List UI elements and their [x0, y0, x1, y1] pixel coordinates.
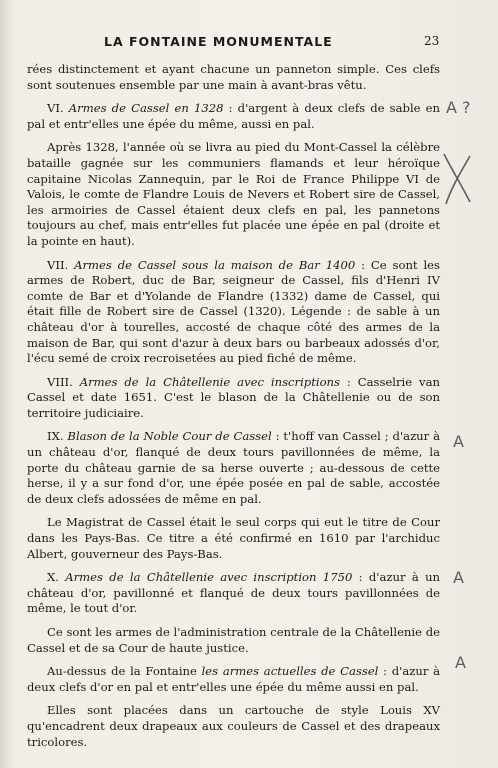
handwritten-margin-note: A [453, 432, 464, 451]
paragraph-arms-x: X. Armes de la Châtellenie avec inscription 1750 : d'azur à un château d'or, pavillonné et flanqué de deux tours pavillonnées de même, le tout d'or. [27, 570, 440, 616]
paragraph-current-arms: Au-dessus de la Fontaine les armes actuelles de Cassel : d'azur à deux clefs d'or en pal et entr'elles une épée du même aussi en pal. [27, 664, 440, 694]
handwritten-margin-note: A ? [446, 98, 471, 117]
paragraph-arms-vii: VII. Armes de Cassel sous la maison de Bar 1400 : Ce sont les armes de Robert, duc de Bar, seigneur de Cassel, fils d'Henri IV comte de Bar et d'Yolande de Flandre (1332) dame de Cassel, qui était fille de Robert sire de Cassel (1320). Légende : de sable à un château d'or à tourelles, accosté de chaque côté des armes de la maison de Bar, qui sont d'azur à deux bars ou barbeaux adossés d'or, l'écu semé de croix recroisetées au pied fiché de même. [27, 257, 440, 366]
page-header [0, 34, 498, 54]
paragraph: Après 1328, l'année où se livra au pied du Mont-Cassel la célèbre bataille gagnée sur les communiers flamands et leur héroïque capitaine Nicolas Zannequin, par le Roi de France Philippe VI de Valois, le comte de Flandre Louis de Nevers et Robert sire de Cassel, les armoiries de Cassel étaient deux clefs en pal, les pannetons toujours au chef, mais entr'elles fut placée une épée en pal (droite et la pointe en haut). [27, 140, 440, 248]
handwritten-margin-note: A [453, 568, 464, 587]
running-title: LA FONTAINE MONUMENTALE [104, 34, 333, 49]
paragraph: Elles sont placées dans un cartouche de style Louis XV qu'encadrent deux drapeaux aux couleurs de Cassel et des drapeaux tricolores. [27, 703, 440, 749]
paragraph-arms-ix: IX. Blason de la Noble Cour de Cassel : t'hoff van Cassel ; d'azur à un château d'or, flanqué de deux tours pavillonnées de même, la porte du château garnie de sa herse ouverte ; au-dessous de cette herse, il y a sur fond d'or, une épée posée en pal de sable, accostée de deux clefs adossées de même en pal. [27, 429, 440, 506]
paragraph-arms-viii: VIII. Armes de la Châtellenie avec inscriptions : Casselrie van Cassel et date 1651. C'est le blason de la Châtellenie ou de son territoire judiciaire. [27, 374, 440, 420]
paragraph: Le Magistrat de Cassel était le seul corps qui eut le titre de Cour dans les Pays-Bas. Ce titre a été confirmé en 1610 par l'archiduc Albert, gouverneur des Pays-Bas. [27, 515, 440, 561]
cross-mark-icon [440, 150, 474, 206]
handwritten-margin-note [440, 150, 474, 210]
paragraph-arms-vi: VI. Armes de Cassel en 1328 : d'argent à deux clefs de sable en pal et entr'elles une épée du même, aussi en pal. [27, 101, 441, 131]
paragraph: Ce sont les armes de l'administration centrale de la Châtellenie de Cassel et de sa Cour de haute justice. [27, 625, 440, 655]
page-number: 23 [424, 34, 440, 48]
handwritten-margin-note: A [455, 653, 466, 672]
body-text [27, 62, 440, 758]
paragraph: rées distinctement et ayant chacune un panneton simple. Ces clefs sont soutenues ensemble par une main à avant-bras vêtu. [27, 62, 440, 92]
